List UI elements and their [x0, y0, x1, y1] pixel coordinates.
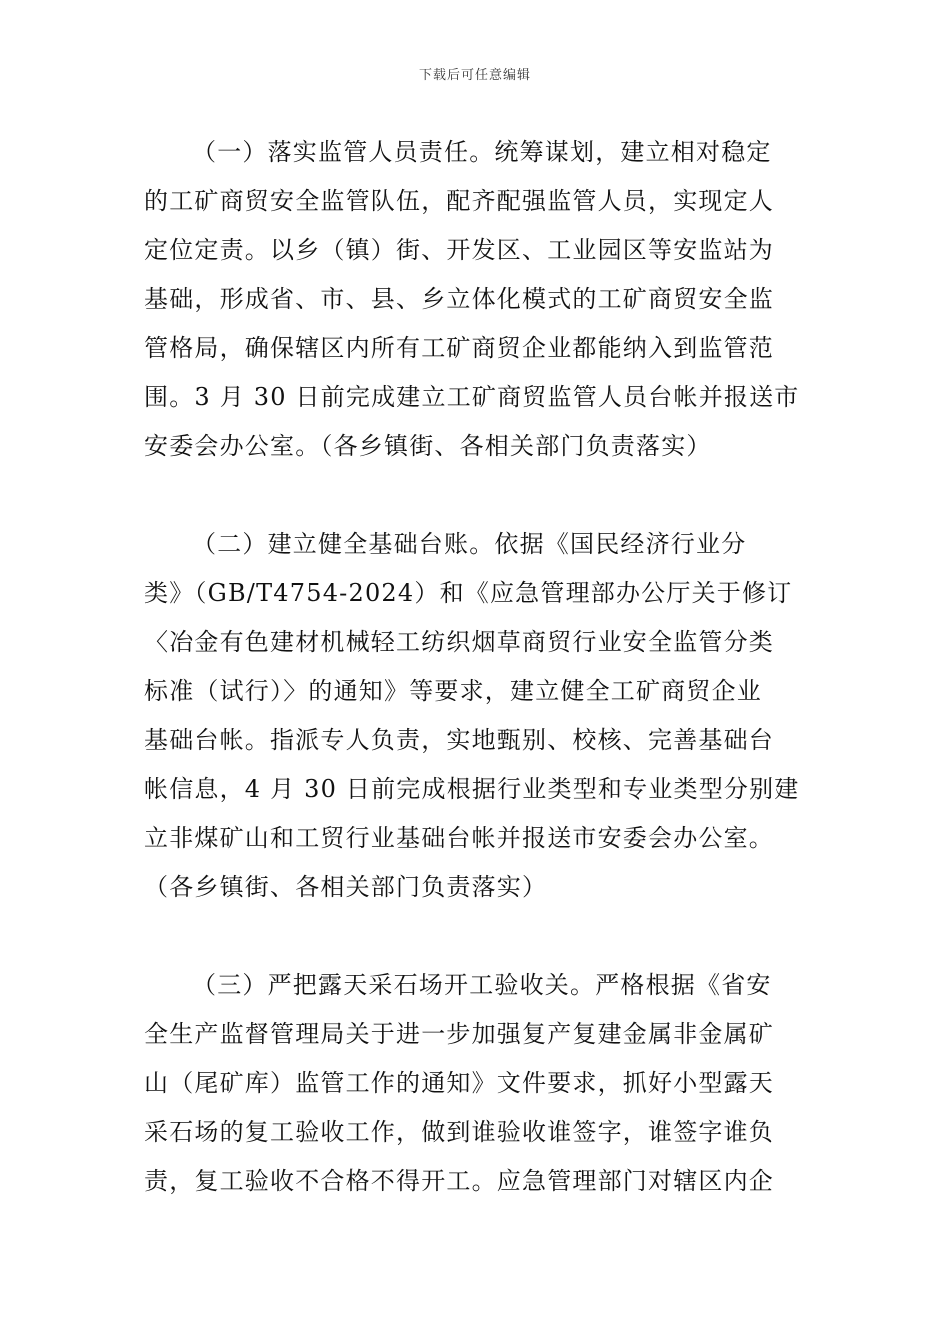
page-header: 下载后可任意编辑: [418, 68, 531, 83]
text-line: 定位定责。以乡（镇）街、开发区、工业园区等安监站为: [144, 236, 774, 264]
paragraph-gap: [144, 471, 808, 520]
text-line: 〈冶金有色建材机械轻工纺织烟草商贸行业安全监管分类: [144, 628, 774, 656]
text-line: 围。3 月 30 日前完成建立工矿商贸监管人员台帐并报送市: [144, 383, 800, 411]
text-line: 基础台帐。指派专人负责，实地甄别、校核、完善基础台: [144, 726, 774, 754]
paragraph-3: [144, 961, 808, 1206]
paragraph-2: [144, 520, 808, 912]
paragraph-gap: [144, 912, 808, 961]
text-line: 帐信息，4 月 30 日前完成根据行业类型和专业类型分别建: [144, 775, 800, 803]
text-line: 基础，形成省、市、县、乡立体化模式的工矿商贸安全监: [144, 285, 774, 313]
text-line: （各乡镇街、各相关部门负责落实）: [144, 873, 548, 901]
text-line: 类》（GB/T4754-2024）和《应急管理部办公厅关于修订: [144, 579, 793, 607]
text-line: （一）落实监管人员责任。统筹谋划，建立相对稳定: [192, 138, 772, 166]
text-line: 立非煤矿山和工贸行业基础台帐并报送市安委会办公室。: [144, 824, 774, 852]
text-line: 责，复工验收不合格不得开工。应急管理部门对辖区内企: [144, 1167, 774, 1195]
document-body: [144, 128, 808, 1206]
text-line: 的工矿商贸安全监管队伍，配齐配强监管人员，实现定人: [144, 187, 774, 215]
text-line: 标准（试行）〉的通知》等要求，建立健全工矿商贸企业: [144, 677, 762, 705]
paragraph-1: [144, 128, 808, 471]
text-line: 管格局，确保辖区内所有工矿商贸企业都能纳入到监管范: [144, 334, 774, 362]
text-line: 全生产监督管理局关于进一步加强复产复建金属非金属矿: [144, 1020, 774, 1048]
text-line: （三）严把露天采石场开工验收关。严格根据《省安: [192, 971, 772, 999]
text-line: （二）建立健全基础台账。依据《国民经济行业分: [192, 530, 747, 558]
text-line: 山（尾矿库）监管工作的通知》文件要求，抓好小型露天: [144, 1069, 774, 1097]
text-line: 安委会办公室。（各乡镇街、各相关部门负责落实）: [144, 432, 712, 460]
text-line: 采石场的复工验收工作，做到谁验收谁签字，谁签字谁负: [144, 1118, 774, 1146]
